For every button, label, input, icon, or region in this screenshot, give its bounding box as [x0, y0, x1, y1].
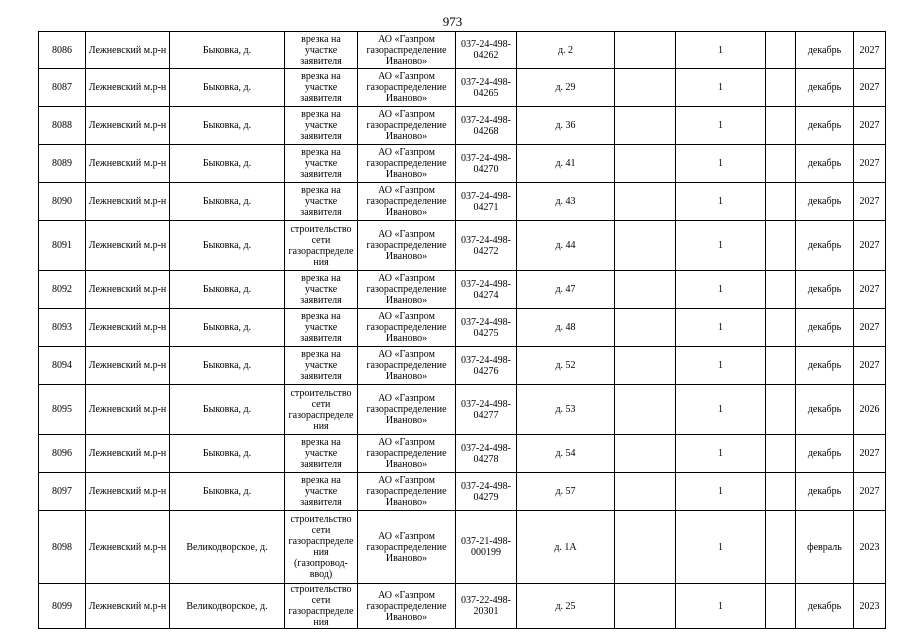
organization-cell: АО «Газпром газораспределение Иваново»	[358, 183, 456, 221]
month-cell: декабрь	[796, 32, 854, 69]
month-cell: февраль	[796, 511, 854, 584]
organization-cell: АО «Газпром газораспределение Иваново»	[358, 309, 456, 347]
row-number-cell: 8092	[39, 271, 86, 309]
locality-cell: Быковка, д.	[170, 385, 285, 435]
house-number-cell: д. 53	[517, 385, 615, 435]
row-number-cell: 8090	[39, 183, 86, 221]
table-row	[39, 435, 886, 473]
empty-cell	[615, 511, 676, 584]
year-cell: 2027	[854, 32, 886, 69]
table-row	[39, 511, 886, 584]
year-cell: 2027	[854, 69, 886, 107]
empty-cell	[615, 309, 676, 347]
table-row	[39, 271, 886, 309]
table-row	[39, 584, 886, 629]
month-cell: декабрь	[796, 473, 854, 511]
count-cell: 1	[676, 221, 766, 271]
count-cell: 1	[676, 347, 766, 385]
month-cell: декабрь	[796, 183, 854, 221]
work-type-cell: врезка на участке заявителя	[285, 145, 358, 183]
empty-cell	[766, 473, 796, 511]
house-number-cell: д. 47	[517, 271, 615, 309]
work-type-cell: врезка на участке заявителя	[285, 309, 358, 347]
row-number-cell: 8091	[39, 221, 86, 271]
year-cell: 2027	[854, 183, 886, 221]
count-cell: 1	[676, 511, 766, 584]
district-cell: Лежневский м.р-н	[86, 309, 170, 347]
district-cell: Лежневский м.р-н	[86, 145, 170, 183]
empty-cell	[766, 271, 796, 309]
organization-cell: АО «Газпром газораспределение Иваново»	[358, 511, 456, 584]
house-number-cell: д. 43	[517, 183, 615, 221]
month-cell: декабрь	[796, 584, 854, 629]
empty-cell	[766, 435, 796, 473]
house-number-cell: д. 41	[517, 145, 615, 183]
table-row	[39, 473, 886, 511]
organization-cell: АО «Газпром газораспределение Иваново»	[358, 107, 456, 145]
empty-cell	[615, 473, 676, 511]
year-cell: 2023	[854, 511, 886, 584]
table-row	[39, 107, 886, 145]
house-number-cell: д. 44	[517, 221, 615, 271]
count-cell: 1	[676, 309, 766, 347]
work-type-cell: врезка на участке заявителя	[285, 32, 358, 69]
object-code-cell: 037-24-498-04277	[456, 385, 517, 435]
object-code-cell: 037-24-498-04262	[456, 32, 517, 69]
empty-cell	[615, 435, 676, 473]
object-code-cell: 037-24-498-04268	[456, 107, 517, 145]
object-code-cell: 037-21-498-000199	[456, 511, 517, 584]
object-code-cell: 037-22-498-20301	[456, 584, 517, 629]
district-cell: Лежневский м.р-н	[86, 221, 170, 271]
empty-cell	[766, 584, 796, 629]
year-cell: 2026	[854, 385, 886, 435]
table-row	[39, 69, 886, 107]
organization-cell: АО «Газпром газораспределение Иваново»	[358, 347, 456, 385]
organization-cell: АО «Газпром газораспределение Иваново»	[358, 145, 456, 183]
row-number-cell: 8095	[39, 385, 86, 435]
organization-cell: АО «Газпром газораспределение Иваново»	[358, 271, 456, 309]
year-cell: 2027	[854, 435, 886, 473]
count-cell: 1	[676, 107, 766, 145]
row-number-cell: 8094	[39, 347, 86, 385]
count-cell: 1	[676, 183, 766, 221]
empty-cell	[615, 107, 676, 145]
year-cell: 2027	[854, 107, 886, 145]
count-cell: 1	[676, 473, 766, 511]
month-cell: декабрь	[796, 385, 854, 435]
district-cell: Лежневский м.р-н	[86, 271, 170, 309]
work-type-cell: врезка на участке заявителя	[285, 347, 358, 385]
district-cell: Лежневский м.р-н	[86, 347, 170, 385]
locality-cell: Быковка, д.	[170, 183, 285, 221]
locality-cell: Быковка, д.	[170, 145, 285, 183]
row-number-cell: 8089	[39, 145, 86, 183]
month-cell: декабрь	[796, 69, 854, 107]
row-number-cell: 8087	[39, 69, 86, 107]
locality-cell: Быковка, д.	[170, 473, 285, 511]
year-cell: 2027	[854, 271, 886, 309]
empty-cell	[615, 32, 676, 69]
locality-cell: Быковка, д.	[170, 69, 285, 107]
month-cell: декабрь	[796, 107, 854, 145]
house-number-cell: д. 1А	[517, 511, 615, 584]
table-row	[39, 183, 886, 221]
object-code-cell: 037-24-498-04271	[456, 183, 517, 221]
district-cell: Лежневский м.р-н	[86, 107, 170, 145]
work-type-cell: строительство сети газораспределения	[285, 221, 358, 271]
row-number-cell: 8093	[39, 309, 86, 347]
locality-cell: Быковка, д.	[170, 32, 285, 69]
house-number-cell: д. 54	[517, 435, 615, 473]
table-row	[39, 385, 886, 435]
row-number-cell: 8096	[39, 435, 86, 473]
page-number: 973	[442, 14, 463, 29]
table-row	[39, 309, 886, 347]
locality-cell: Великодворское, д.	[170, 584, 285, 629]
count-cell: 1	[676, 145, 766, 183]
district-cell: Лежневский м.р-н	[86, 584, 170, 629]
empty-cell	[766, 385, 796, 435]
work-type-cell: врезка на участке заявителя	[285, 183, 358, 221]
object-code-cell: 037-24-498-04274	[456, 271, 517, 309]
month-cell: декабрь	[796, 309, 854, 347]
work-type-cell: врезка на участке заявителя	[285, 473, 358, 511]
empty-cell	[615, 221, 676, 271]
table-row	[39, 221, 886, 271]
empty-cell	[615, 69, 676, 107]
table-row	[39, 145, 886, 183]
work-type-cell: врезка на участке заявителя	[285, 271, 358, 309]
house-number-cell: д. 36	[517, 107, 615, 145]
row-number-cell: 8097	[39, 473, 86, 511]
district-cell: Лежневский м.р-н	[86, 511, 170, 584]
year-cell: 2023	[854, 584, 886, 629]
row-number-cell: 8088	[39, 107, 86, 145]
district-cell: Лежневский м.р-н	[86, 183, 170, 221]
empty-cell	[615, 385, 676, 435]
house-number-cell: д. 2	[517, 32, 615, 69]
row-number-cell: 8086	[39, 32, 86, 69]
organization-cell: АО «Газпром газораспределение Иваново»	[358, 435, 456, 473]
row-number-cell: 8099	[39, 584, 86, 629]
work-type-cell: врезка на участке заявителя	[285, 435, 358, 473]
count-cell: 1	[676, 435, 766, 473]
object-code-cell: 037-24-498-04275	[456, 309, 517, 347]
empty-cell	[766, 221, 796, 271]
organization-cell: АО «Газпром газораспределение Иваново»	[358, 32, 456, 69]
empty-cell	[766, 107, 796, 145]
count-cell: 1	[676, 385, 766, 435]
organization-cell: АО «Газпром газораспределение Иваново»	[358, 69, 456, 107]
organization-cell: АО «Газпром газораспределение Иваново»	[358, 473, 456, 511]
empty-cell	[766, 69, 796, 107]
house-number-cell: д. 48	[517, 309, 615, 347]
year-cell: 2027	[854, 145, 886, 183]
count-cell: 1	[676, 584, 766, 629]
object-code-cell: 037-24-498-04276	[456, 347, 517, 385]
locality-cell: Быковка, д.	[170, 221, 285, 271]
work-type-cell: строительство сети газораспределения (газопровод-ввод)	[285, 511, 358, 584]
district-cell: Лежневский м.р-н	[86, 473, 170, 511]
organization-cell: АО «Газпром газораспределение Иваново»	[358, 221, 456, 271]
empty-cell	[766, 183, 796, 221]
empty-cell	[766, 347, 796, 385]
object-code-cell: 037-24-498-04272	[456, 221, 517, 271]
house-number-cell: д. 29	[517, 69, 615, 107]
month-cell: декабрь	[796, 435, 854, 473]
count-cell: 1	[676, 271, 766, 309]
object-code-cell: 037-24-498-04265	[456, 69, 517, 107]
house-number-cell: д. 25	[517, 584, 615, 629]
object-code-cell: 037-24-498-04270	[456, 145, 517, 183]
house-number-cell: д. 52	[517, 347, 615, 385]
count-cell: 1	[676, 32, 766, 69]
row-number-cell: 8098	[39, 511, 86, 584]
locality-cell: Быковка, д.	[170, 347, 285, 385]
table-row	[39, 347, 886, 385]
data-table	[38, 31, 886, 629]
locality-cell: Быковка, д.	[170, 271, 285, 309]
month-cell: декабрь	[796, 221, 854, 271]
district-cell: Лежневский м.р-н	[86, 32, 170, 69]
organization-cell: АО «Газпром газораспределение Иваново»	[358, 584, 456, 629]
district-cell: Лежневский м.р-н	[86, 69, 170, 107]
empty-cell	[615, 183, 676, 221]
object-code-cell: 037-24-498-04278	[456, 435, 517, 473]
work-type-cell: строительство сети газораспределения	[285, 385, 358, 435]
empty-cell	[766, 511, 796, 584]
year-cell: 2027	[854, 221, 886, 271]
district-cell: Лежневский м.р-н	[86, 385, 170, 435]
empty-cell	[615, 145, 676, 183]
work-type-cell: врезка на участке заявителя	[285, 107, 358, 145]
year-cell: 2027	[854, 473, 886, 511]
empty-cell	[615, 271, 676, 309]
locality-cell: Быковка, д.	[170, 107, 285, 145]
empty-cell	[766, 32, 796, 69]
house-number-cell: д. 57	[517, 473, 615, 511]
month-cell: декабрь	[796, 145, 854, 183]
locality-cell: Быковка, д.	[170, 309, 285, 347]
work-type-cell: врезка на участке заявителя	[285, 69, 358, 107]
district-cell: Лежневский м.р-н	[86, 435, 170, 473]
object-code-cell: 037-24-498-04279	[456, 473, 517, 511]
month-cell: декабрь	[796, 347, 854, 385]
empty-cell	[766, 309, 796, 347]
empty-cell	[615, 584, 676, 629]
table-body	[39, 32, 886, 629]
locality-cell: Великодворское, д.	[170, 511, 285, 584]
table-row	[39, 32, 886, 69]
work-type-cell: строительство сети газораспределения	[285, 584, 358, 629]
empty-cell	[766, 145, 796, 183]
count-cell: 1	[676, 69, 766, 107]
organization-cell: АО «Газпром газораспределение Иваново»	[358, 385, 456, 435]
year-cell: 2027	[854, 309, 886, 347]
empty-cell	[615, 347, 676, 385]
year-cell: 2027	[854, 347, 886, 385]
month-cell: декабрь	[796, 271, 854, 309]
locality-cell: Быковка, д.	[170, 435, 285, 473]
